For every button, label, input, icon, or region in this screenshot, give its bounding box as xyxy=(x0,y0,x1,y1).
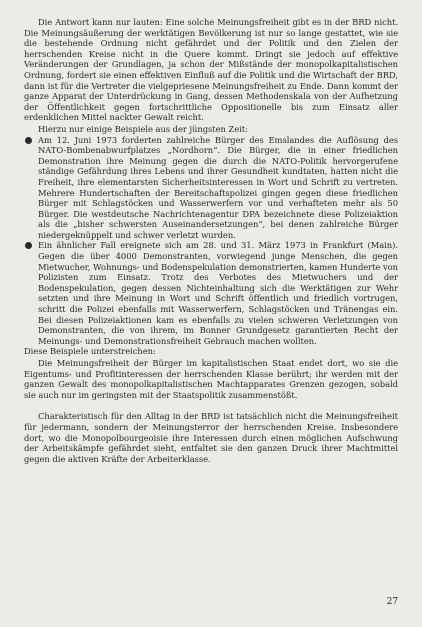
paragraph-conclusion: Die Meinungsfreiheit der Bürger im kapitalistischen Staat endet dort, wo sie die Eigentums- und Profitinteressen der herrschenden Klasse berührt; ihr werden mit der ganzen Gewalt des monopolkapitalistischen Machtapparates Grenzen gezogen, sobald sie auch nur im geringsten mit der Staatspolitik zusammenstößt. xyxy=(24,358,398,400)
paragraph-characteristic: Charakteristisch für den Alltag in der BRD ist tatsächlich nicht die Meinungsfreiheit für jedermann, sondern der Meinungsterror der herrschenden Kreise. Insbesondere dort, wo die Monopolbourgeoisie ihre Interessen durch einen möglichen Aufschwung der Arbeitskämpfe gefährdet sieht, entfaltet sie den ganzen Druck ihrer Machtmittel gegen die aktiven Kräfte der Arbeiterklasse. xyxy=(24,411,398,464)
page-number: 27 xyxy=(386,597,398,607)
paragraph-examples-summary: Diese Beispiele unterstreichen: xyxy=(24,346,156,357)
bullet-text-frankfurt: Ein ähnlicher Fall ereignete sich am 28. und 31. März 1973 in Frankfurt (Main). Gegen die über 4000 Demonstranten, vorwiegend junge Menschen, die gegen Mietwucher, Wohnungs- und Bodenspekulation demonstrierten, kamen Hunderte von Polizisten zum Einsatz. Trotz des Verbotes des Mietwuchers und der Bodenspekulation, gegen dessen Nichteinhaltung sich die Werktätigen zur Wehr setzten und ihre Meinung in Wort und Schrift öffentlich und friedlich vortrugen, schritt die Polizei ebenfalls mit Wasserwerfern, Schlagstöcken und Tränengas ein. Bei diesen Polizeiaktionen kam es ebenfalls zu vielen schweren Verletzungen von Demonstranten, die von ihrem, im Bonner Grundgesetz garantierten Recht der Meinungs- und Demonstrationsfreiheit Gebrauch machen wollten. xyxy=(38,240,398,346)
paragraph-examples-lead: Hierzu nur einige Beispiele aus der jüngsten Zeit: xyxy=(38,123,248,134)
paragraph-intro: Die Antwort kann nur lauten: Eine solche Meinungsfreiheit gibt es in der BRD nicht. Die Meinungsäußerung der werktätigen Bevölkerung ist nur so lange gestattet, wie sie die bestehende Ordnung nicht gefährdet und der Politik und den Zielen der herrschenden Kreise nicht in die Quere kommt. Dringt sie jedoch auf effektive Veränderungen der Grundlagen, ja schon der Mißstände der monopolkapitalistischen Ordnung, fordert sie einen effektiven Einfluß auf die Politik und die Wirtschaft der BRD, dann ist für die Vertreter die vielgepriesene Meinungsfreiheit zu Ende. Dann kommt der ganze Apparat der Unterdrückung in Gang, dessen Methodenskala von der Aufhetzung der Öffentlichkeit gegen fortschrittliche Oppositionelle bis zum Einsatz aller erdenklichen Mittel nackter Gewalt reicht. xyxy=(24,17,398,123)
bullet-item-nordhorn xyxy=(24,135,398,241)
bullet-item-frankfurt xyxy=(24,240,398,346)
bullet-dot-icon xyxy=(25,137,32,144)
bullet-text-nordhorn: Am 12. Juni 1973 forderten zahlreiche Bürger des Emslandes die Auflösung des NATO-Bombenabwurfplatzes „Nordhorn“. Die Bürger, die in einer friedlichen Demonstration ihre Meinung gegen die durch die NATO-Politik hervorgerufene ständige Gefährdung ihres Lebens und ihrer Gesundheit kundtaten, hatten nicht die Freiheit, ihre elementarsten Sicherheitsinteressen in Wort und Schrift zu vertreten. Mehrere Hundertschaften der Bereitschaftspolizei gingen gegen diese friedlichen Bürger mit Schlagstöcken und Wasserwerfern vor und verhafteten mehr als 50 Bürger. Die westdeutsche Nachrichtenagentur DPA bezeichnete diese Polizeiaktion als die „bisher schwersten Auseinandersetzungen“, bei denen zahlreiche Bürger niedergeknüppelt und schwer verletzt wurden. xyxy=(38,134,398,240)
bullet-dot-icon xyxy=(25,242,32,249)
